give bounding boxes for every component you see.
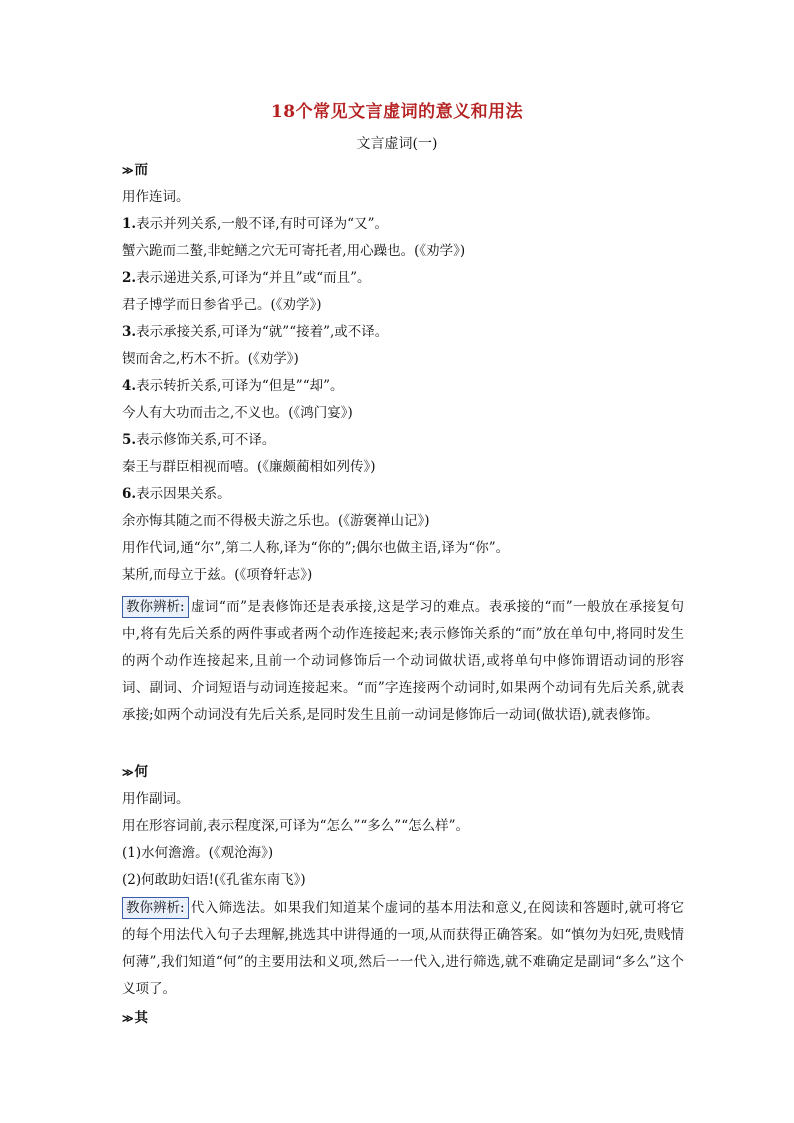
list-item: 锲而舍之,朽木不折。(《劝学》) (122, 351, 299, 367)
analysis-label: 教你辨析: (122, 897, 189, 919)
analysis-paragraph (122, 594, 684, 729)
analysis-text: 虚词“而”是表修饰还是表承接,这是学习的难点。表承接的“而”一般放在承接复句中,将有先后关系的两件事或者两个动作连接起来;表示修饰关系的“而”放在单句中,将同时发生的两个动作连接起来,且前一个动词修饰后一个动词做状语,或将单句中修饰谓语动词的形容词、副词、介词短语与动词连接起来。“而”字连接两个动词时,如果两个动词有先后关系,就表承接;如两个动词没有先后关系,是同时发生且前一动词是修饰后一动词(做状语),就表修饰。 (122, 599, 684, 723)
list-item: 用在形容词前,表示程度深,可译为“怎么”“多么”“怎么样”。 (122, 818, 469, 834)
list-item: 4.表示转折关系,可译为“但是”“却”。 (122, 378, 344, 394)
double-chevron-icon: ≫ (122, 164, 132, 177)
list-item: (2)何敢助妇语!(《孔雀东南飞》) (122, 872, 306, 888)
section-heading (122, 1005, 702, 1032)
list-item: 用作副词。 (122, 791, 190, 807)
section-er (122, 157, 702, 589)
section-qi (122, 1005, 702, 1032)
list-item: 5.表示修饰关系,可不译。 (122, 432, 276, 448)
list-item: 余亦悔其随之而不得极夫游之乐也。(《游褒禅山记》) (122, 513, 430, 529)
section-he (122, 759, 702, 894)
section-heading (122, 759, 702, 786)
list-item: 3.表示承接关系,可译为“就”“接着”,或不译。 (122, 324, 389, 340)
list-item: 用作连词。 (122, 189, 190, 205)
analysis-label: 教你辨析: (122, 596, 189, 618)
section-word: 其 (134, 1010, 149, 1026)
page-title: 18个常见文言虚词的意义和用法 (270, 102, 524, 122)
list-item: 君子博学而日参省乎己。(《劝学》) (122, 297, 322, 313)
list-item: (1)水何澹澹。(《观沧海》) (122, 845, 274, 861)
analysis-paragraph (122, 895, 684, 1003)
section-word: 而 (134, 162, 149, 178)
section-word: 何 (134, 764, 149, 780)
double-chevron-icon: ≫ (122, 766, 132, 779)
page-subtitle: 文言虚词(一) (356, 136, 438, 152)
list-item: 今人有大功而击之,不义也。(《鸿门宴》) (122, 405, 353, 421)
section-heading (122, 157, 702, 184)
list-item: 用作代词,通“尔”,第二人称,译为“你的”;偶尔也做主语,译为“你”。 (122, 540, 510, 556)
double-chevron-icon: ≫ (122, 1012, 132, 1025)
list-item: 蟹六跪而二螯,非蛇鳝之穴无可寄托者,用心躁也。(《劝学》) (122, 243, 466, 259)
list-item: 1.表示并列关系,一般不译,有时可译为“又”。 (122, 216, 388, 232)
list-item: 秦王与群臣相视而嘻。(《廉颇蔺相如列传》) (122, 459, 376, 475)
analysis-text: 代入筛选法。如果我们知道某个虚词的基本用法和意义,在阅读和答题时,就可将它的每个用法代入句子去理解,挑选其中讲得通的一项,从而获得正确答案。如“慎勿为妇死,贵贱情何薄”,我们知道“何”的主要用法和义项,然后一一代入,进行筛选,就不难确定是副词“多么”这个义项了。 (122, 900, 684, 997)
list-item: 某所,而母立于兹。(《项脊轩志》) (122, 567, 313, 583)
list-item: 2.表示递进关系,可译为“并且”或“而且”。 (122, 270, 371, 286)
list-item: 6.表示因果关系。 (122, 486, 231, 502)
